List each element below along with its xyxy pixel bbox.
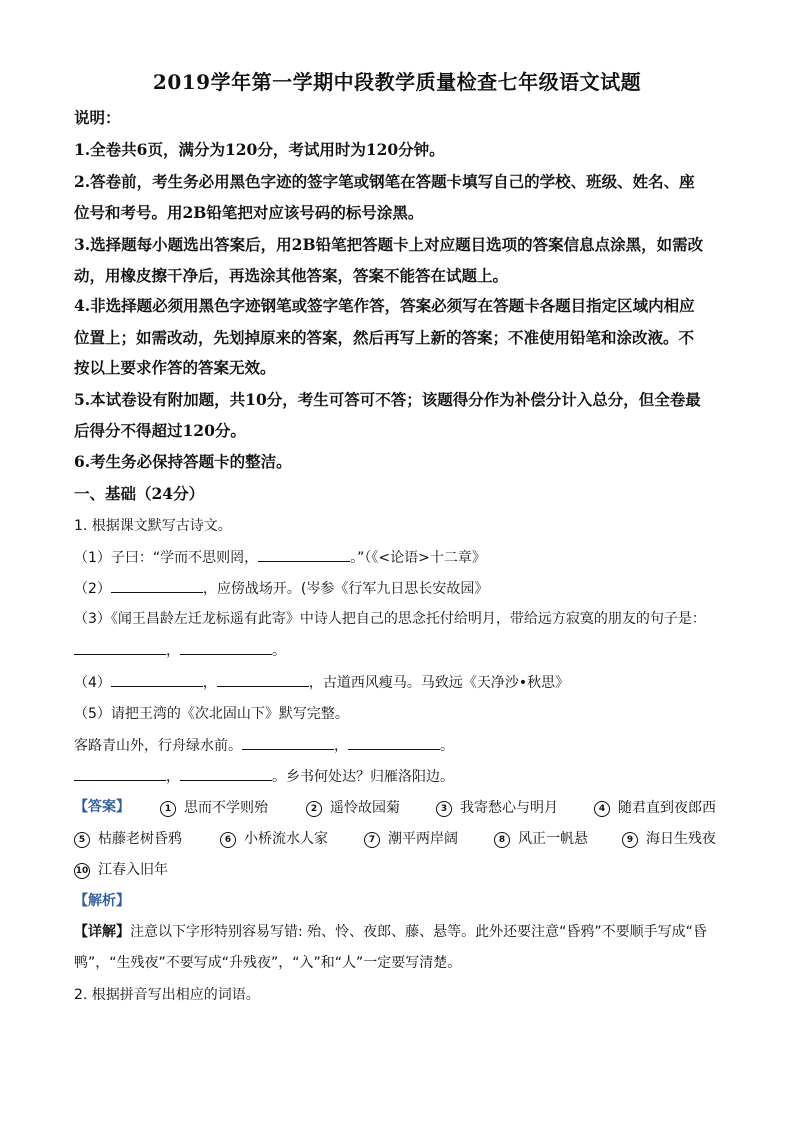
separator: ，: [334, 738, 348, 754]
answer-blank: [217, 672, 309, 687]
separator: ，: [166, 643, 180, 659]
answer-text: 随君直到夜郎西: [618, 800, 716, 816]
note-line: 5.本试卷设有附加题，共10分，考生可答可不答；该题得分作为补偿分计入总分，但全卷最: [74, 390, 701, 409]
answer-item: [74, 828, 182, 848]
answer-text: 海日生残夜: [646, 831, 716, 847]
part-text: （1）子曰：“学而不思则罔，: [74, 550, 259, 566]
question-part-5-line-1: [74, 735, 734, 756]
answer-text: 小桥流水人家: [244, 831, 328, 847]
answer-text: 潮平两岸阔: [388, 831, 458, 847]
note-line: 2.答卷前，考生务必用黑色字迹的签字笔或钢笔在答题卡填写自己的学校、班级、姓名、座: [74, 172, 695, 191]
answer-item: [364, 828, 458, 848]
note-line: 后得分不得超过120分。: [74, 421, 246, 440]
notes-heading: 说明：: [74, 108, 121, 127]
separator: 。: [440, 738, 454, 754]
answer-item: [306, 797, 400, 817]
part-text: ，古道西风瘦马。马致远《天净沙•秋思》: [308, 675, 570, 691]
part-text: （2）: [74, 581, 111, 597]
answer-item: [594, 797, 716, 817]
question-stem: 2. 根据拼音写出相应的词语。: [74, 987, 260, 1003]
note-line: 3.选择题每小题选出答案后，用2B铅笔把答题卡上对应题目选项的答案信息点涂黑，如需改: [74, 235, 704, 254]
analysis-text: 注意以下字形特别容易写错: 殆、怜、夜郎、藤、悬等。此外还要注意“昏鸦”不要顺手写成“昏: [130, 924, 707, 940]
answer-text: 风正一帆悬: [518, 831, 588, 847]
answer-item: [74, 859, 168, 879]
answer-item: [494, 828, 588, 848]
part-text: （4）: [74, 675, 111, 691]
page-title: 2019学年第一学期中段教学质量检查七年级语文试题: [152, 70, 642, 94]
separator: ，: [166, 769, 180, 785]
answer-blank: [180, 640, 272, 655]
answer-blank: [111, 578, 203, 593]
answer-blank: [348, 735, 440, 750]
question-part-3-blanks: [74, 640, 734, 661]
note-line: 1.全卷共6页，满分为120分，考试用时为120分钟。: [74, 140, 445, 159]
circled-number: 10: [74, 863, 90, 879]
answer-blank: [74, 766, 166, 781]
circled-number: 8: [494, 832, 510, 848]
separator: ，: [202, 675, 217, 691]
note-line: 动，用橡皮擦干净后，再选涂其他答案，答案不能答在试题上。: [74, 266, 509, 285]
circled-number: 4: [594, 801, 610, 817]
circled-number: 1: [160, 801, 176, 817]
circled-number: 3: [436, 801, 452, 817]
circled-number: 2: [306, 801, 322, 817]
answer-blank: [111, 672, 203, 687]
circled-number: 5: [74, 832, 90, 848]
note-line: 位号和考号。用2B铅笔把对应该号码的标号涂黑。: [74, 203, 424, 222]
note-line: 6.考生务必保持答题卡的整洁。: [74, 452, 292, 471]
detail-label: 【详解】: [74, 924, 130, 940]
answer-item: [160, 797, 268, 817]
answer-text: 江春入旧年: [98, 862, 168, 878]
answer-text: 思而不学则殆: [184, 800, 268, 816]
part-text: ，应傍战场开。(岑参《行军九日思长安故园》: [202, 581, 489, 597]
answer-blank: [242, 735, 334, 750]
answer-text: 枯藤老树昏鸦: [98, 831, 182, 847]
question-part-2: [74, 578, 734, 599]
circled-number: 6: [220, 832, 236, 848]
question-part-1: [74, 547, 734, 568]
note-line: 按以上要求作答的答案无效。: [74, 358, 276, 377]
part-text: 。”（《<论语>十二章》: [350, 550, 486, 566]
analysis-heading: [74, 891, 734, 911]
answer-label: 【答案】: [74, 799, 130, 815]
part-text: 。乡书何处达？归雁洛阳边。: [272, 769, 454, 785]
note-line: 4.非选择题必须用黑色字迹钢笔或签字笔作答，答案必须写在答题卡各题目指定区域内相应: [74, 296, 695, 315]
question-part-5: （5）请把王湾的《次北固山下》默写完整。: [74, 706, 349, 722]
section-heading: 一、基础（24分）: [74, 484, 205, 503]
analysis-line: 鸭”，“生残夜”不要写成“升残夜”，“入”和“人”一定要写清楚。: [74, 955, 462, 971]
question-stem: 1. 根据课文默写古诗文。: [74, 518, 232, 534]
answer-item: [436, 797, 558, 817]
answer-blank: [74, 640, 166, 655]
separator: 。: [272, 643, 286, 659]
answer-text: 我寄愁心与明月: [460, 800, 558, 816]
answer-text: 遥怜故园菊: [330, 800, 400, 816]
question-part-5-line-2: [74, 766, 734, 787]
answer-blank: [258, 547, 350, 562]
answer-blank: [180, 766, 272, 781]
analysis-line: [74, 922, 734, 942]
question-part-4: [74, 672, 734, 693]
part-text: 客路青山外，行舟绿水前。: [74, 738, 242, 754]
circled-number: 7: [364, 832, 380, 848]
analysis-label: 【解析】: [74, 893, 130, 909]
answer-item: [220, 828, 328, 848]
question-part-3: （3）《闻王昌龄左迁龙标遥有此寄》中诗人把自己的思念托付给明月，带给远方寂寞的朋友的句子是：: [74, 611, 706, 627]
answer-item: [622, 828, 716, 848]
note-line: 位置上；如需改动，先划掉原来的答案，然后再写上新的答案；不准使用铅笔和涂改液。不: [74, 328, 695, 347]
circled-number: 9: [622, 832, 638, 848]
